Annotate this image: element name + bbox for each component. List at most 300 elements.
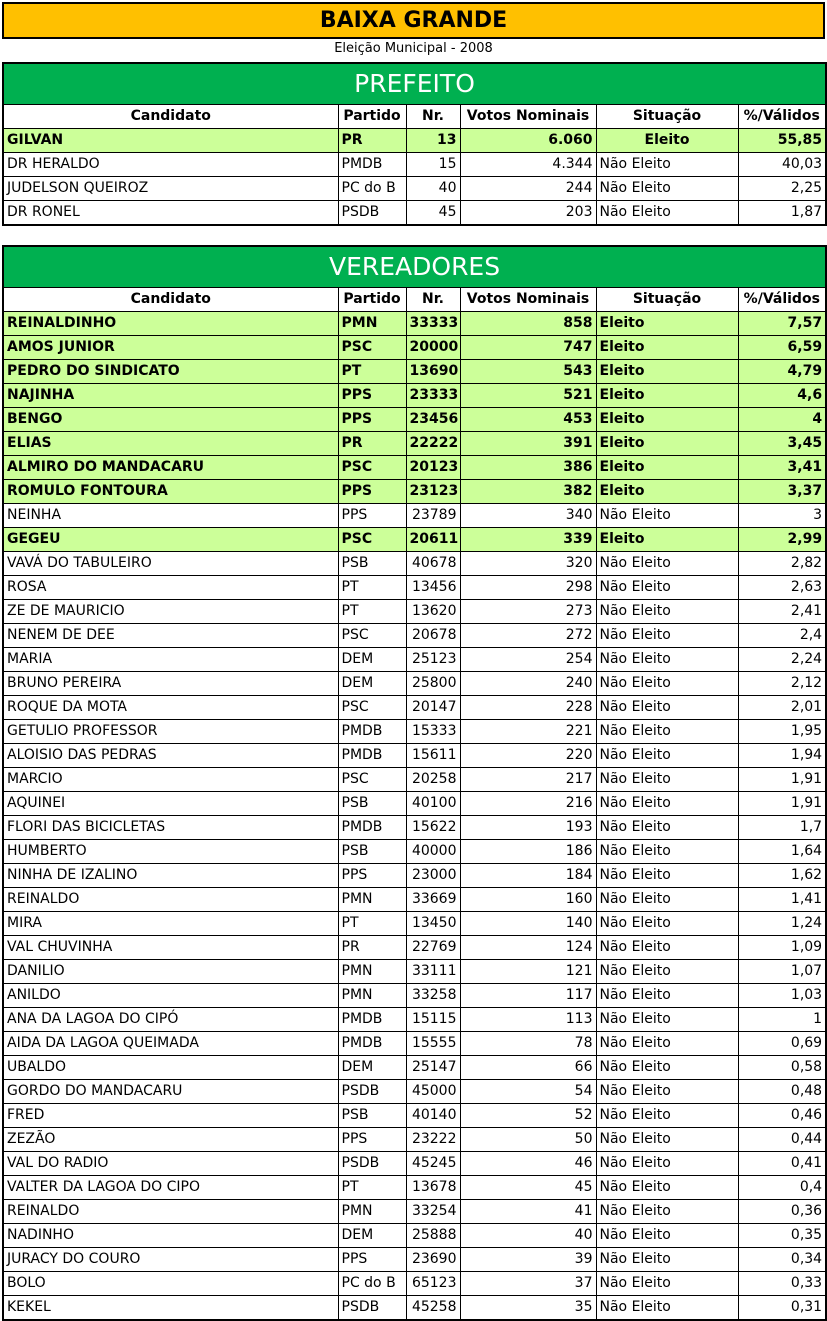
cell-votos: 35 (460, 1296, 596, 1321)
cell-situacao: Não Eleito (596, 201, 738, 226)
cell-pct: 4,79 (738, 360, 826, 384)
table-row (3, 1032, 826, 1056)
cell-candidato: HUMBERTO (3, 840, 338, 864)
cell-candidato: GILVAN (3, 129, 338, 153)
cell-candidato: FRED (3, 1104, 338, 1128)
table-row (3, 576, 826, 600)
cell-nr: 13456 (406, 576, 460, 600)
cell-nr: 33333 (406, 312, 460, 336)
cell-partido: PSB (338, 792, 406, 816)
cell-candidato: AIDA DA LAGOA QUEIMADA (3, 1032, 338, 1056)
cell-situacao: Eleito (596, 360, 738, 384)
column-header-nr: Nr. (406, 105, 460, 129)
table-row (3, 336, 826, 360)
cell-partido: PMN (338, 888, 406, 912)
cell-pct: 1,41 (738, 888, 826, 912)
cell-partido: PSDB (338, 1080, 406, 1104)
cell-nr: 20147 (406, 696, 460, 720)
table-row (3, 888, 826, 912)
cell-situacao: Não Eleito (596, 936, 738, 960)
cell-partido: PSDB (338, 1152, 406, 1176)
cell-nr: 45 (406, 201, 460, 226)
cell-partido: PSC (338, 696, 406, 720)
cell-partido: PR (338, 936, 406, 960)
cell-pct: 1,09 (738, 936, 826, 960)
cell-pct: 3 (738, 504, 826, 528)
cell-votos: 140 (460, 912, 596, 936)
cell-partido: PC do B (338, 177, 406, 201)
cell-partido: PR (338, 129, 406, 153)
cell-situacao: Não Eleito (596, 1008, 738, 1032)
cell-votos: 391 (460, 432, 596, 456)
cell-pct: 0,58 (738, 1056, 826, 1080)
cell-pct: 55,85 (738, 129, 826, 153)
cell-nr: 40100 (406, 792, 460, 816)
cell-pct: 0,41 (738, 1152, 826, 1176)
cell-nr: 15622 (406, 816, 460, 840)
cell-partido: PPS (338, 408, 406, 432)
cell-partido: PSB (338, 840, 406, 864)
cell-situacao: Eleito (596, 312, 738, 336)
cell-situacao: Não Eleito (596, 624, 738, 648)
cell-situacao: Não Eleito (596, 696, 738, 720)
cell-candidato: MARCIO (3, 768, 338, 792)
cell-nr: 20000 (406, 336, 460, 360)
cell-votos: 747 (460, 336, 596, 360)
cell-situacao: Eleito (596, 432, 738, 456)
cell-votos: 217 (460, 768, 596, 792)
cell-nr: 15115 (406, 1008, 460, 1032)
cell-nr: 13678 (406, 1176, 460, 1200)
cell-partido: PSDB (338, 201, 406, 226)
cell-votos: 858 (460, 312, 596, 336)
cell-pct: 2,24 (738, 648, 826, 672)
cell-candidato: JUDELSON QUEIROZ (3, 177, 338, 201)
cell-situacao: Eleito (596, 384, 738, 408)
cell-nr: 33258 (406, 984, 460, 1008)
cell-votos: 521 (460, 384, 596, 408)
cell-pct: 2,4 (738, 624, 826, 648)
cell-situacao: Não Eleito (596, 672, 738, 696)
cell-nr: 23333 (406, 384, 460, 408)
table-row (3, 312, 826, 336)
cell-votos: 4.344 (460, 153, 596, 177)
cell-situacao: Não Eleito (596, 912, 738, 936)
cell-votos: 117 (460, 984, 596, 1008)
table-row (3, 552, 826, 576)
page-title: BAIXA GRANDE (2, 2, 825, 39)
cell-situacao: Não Eleito (596, 792, 738, 816)
cell-candidato: GEGEU (3, 528, 338, 552)
cell-votos: 6.060 (460, 129, 596, 153)
table-row (3, 624, 826, 648)
cell-votos: 254 (460, 648, 596, 672)
table-row (3, 696, 826, 720)
cell-pct: 1,62 (738, 864, 826, 888)
cell-partido: PPS (338, 384, 406, 408)
cell-candidato: VAL CHUVINHA (3, 936, 338, 960)
cell-partido: DEM (338, 1056, 406, 1080)
cell-nr: 23690 (406, 1248, 460, 1272)
cell-pct: 4,6 (738, 384, 826, 408)
cell-nr: 20678 (406, 624, 460, 648)
cell-nr: 33669 (406, 888, 460, 912)
cell-nr: 20258 (406, 768, 460, 792)
cell-votos: 298 (460, 576, 596, 600)
cell-pct: 6,59 (738, 336, 826, 360)
cell-situacao: Não Eleito (596, 1032, 738, 1056)
table-row (3, 177, 826, 201)
prefeito-table (2, 62, 827, 226)
cell-candidato: JURACY DO COURO (3, 1248, 338, 1272)
table-row (3, 1296, 826, 1321)
cell-situacao: Não Eleito (596, 768, 738, 792)
cell-candidato: VAVÁ DO TABULEIRO (3, 552, 338, 576)
cell-nr: 40 (406, 177, 460, 201)
table-row (3, 600, 826, 624)
cell-situacao: Não Eleito (596, 720, 738, 744)
cell-nr: 22222 (406, 432, 460, 456)
cell-votos: 66 (460, 1056, 596, 1080)
prefeito-body (3, 63, 826, 225)
cell-votos: 193 (460, 816, 596, 840)
vereadores-table (2, 245, 827, 1321)
cell-votos: 240 (460, 672, 596, 696)
cell-candidato: NINHA DE IZALINO (3, 864, 338, 888)
cell-votos: 45 (460, 1176, 596, 1200)
cell-pct: 2,63 (738, 576, 826, 600)
cell-nr: 13690 (406, 360, 460, 384)
cell-votos: 113 (460, 1008, 596, 1032)
cell-votos: 37 (460, 1272, 596, 1296)
cell-nr: 23123 (406, 480, 460, 504)
column-header-candidato: Candidato (3, 288, 338, 312)
cell-partido: PT (338, 600, 406, 624)
cell-partido: PMN (338, 1200, 406, 1224)
table-row (3, 408, 826, 432)
cell-candidato: AQUINEI (3, 792, 338, 816)
cell-pct: 40,03 (738, 153, 826, 177)
cell-candidato: REINALDO (3, 888, 338, 912)
cell-votos: 50 (460, 1128, 596, 1152)
prefeito-section-title: PREFEITO (3, 63, 826, 105)
cell-votos: 39 (460, 1248, 596, 1272)
table-row (3, 1056, 826, 1080)
cell-pct: 1,7 (738, 816, 826, 840)
cell-partido: PMDB (338, 720, 406, 744)
cell-situacao: Não Eleito (596, 153, 738, 177)
table-row (3, 456, 826, 480)
cell-pct: 2,99 (738, 528, 826, 552)
cell-candidato: GETULIO PROFESSOR (3, 720, 338, 744)
column-header-partido: Partido (338, 105, 406, 129)
cell-situacao: Eleito (596, 408, 738, 432)
cell-partido: PMDB (338, 153, 406, 177)
cell-votos: 52 (460, 1104, 596, 1128)
cell-candidato: ANILDO (3, 984, 338, 1008)
cell-pct: 0,36 (738, 1200, 826, 1224)
cell-pct: 1,95 (738, 720, 826, 744)
cell-situacao: Não Eleito (596, 1200, 738, 1224)
cell-votos: 124 (460, 936, 596, 960)
table-row (3, 1128, 826, 1152)
column-header-votos: Votos Nominais (460, 288, 596, 312)
cell-nr: 13450 (406, 912, 460, 936)
cell-candidato: BENGO (3, 408, 338, 432)
cell-pct: 0,44 (738, 1128, 826, 1152)
cell-nr: 40678 (406, 552, 460, 576)
cell-candidato: KEKEL (3, 1296, 338, 1321)
cell-nr: 13 (406, 129, 460, 153)
cell-candidato: AMOS JUNIOR (3, 336, 338, 360)
cell-candidato: ALMIRO DO MANDACARU (3, 456, 338, 480)
cell-votos: 339 (460, 528, 596, 552)
table-row (3, 201, 826, 226)
cell-nr: 33111 (406, 960, 460, 984)
cell-candidato: NENEM DE DEE (3, 624, 338, 648)
cell-pct: 1,91 (738, 768, 826, 792)
cell-nr: 13620 (406, 600, 460, 624)
cell-candidato: NADINHO (3, 1224, 338, 1248)
cell-situacao: Não Eleito (596, 1272, 738, 1296)
cell-partido: PSC (338, 336, 406, 360)
cell-partido: PPS (338, 864, 406, 888)
cell-partido: DEM (338, 672, 406, 696)
cell-pct: 1,03 (738, 984, 826, 1008)
cell-candidato: MIRA (3, 912, 338, 936)
cell-nr: 45258 (406, 1296, 460, 1321)
table-row (3, 1248, 826, 1272)
cell-nr: 20123 (406, 456, 460, 480)
column-header-row (3, 105, 826, 129)
cell-votos: 340 (460, 504, 596, 528)
table-row (3, 936, 826, 960)
cell-votos: 41 (460, 1200, 596, 1224)
prefeito-section-header (3, 63, 826, 105)
table-row (3, 1080, 826, 1104)
cell-votos: 203 (460, 201, 596, 226)
cell-nr: 15 (406, 153, 460, 177)
cell-candidato: VALTER DA LAGOA DO CIPO (3, 1176, 338, 1200)
cell-partido: PSC (338, 528, 406, 552)
cell-partido: PSC (338, 768, 406, 792)
table-row (3, 1152, 826, 1176)
cell-pct: 3,37 (738, 480, 826, 504)
cell-candidato: ELIAS (3, 432, 338, 456)
cell-nr: 20611 (406, 528, 460, 552)
cell-candidato: DANILIO (3, 960, 338, 984)
cell-candidato: UBALDO (3, 1056, 338, 1080)
cell-candidato: ZEZÃO (3, 1128, 338, 1152)
cell-pct: 4 (738, 408, 826, 432)
cell-nr: 25123 (406, 648, 460, 672)
cell-situacao: Não Eleito (596, 1248, 738, 1272)
cell-votos: 244 (460, 177, 596, 201)
cell-situacao: Não Eleito (596, 1152, 738, 1176)
cell-partido: PMDB (338, 744, 406, 768)
cell-votos: 40 (460, 1224, 596, 1248)
cell-partido: PPS (338, 1128, 406, 1152)
cell-situacao: Não Eleito (596, 1056, 738, 1080)
table-row (3, 1008, 826, 1032)
cell-nr: 65123 (406, 1272, 460, 1296)
cell-situacao: Eleito (596, 129, 738, 153)
cell-votos: 386 (460, 456, 596, 480)
cell-nr: 15555 (406, 1032, 460, 1056)
table-row (3, 912, 826, 936)
table-row (3, 744, 826, 768)
table-row (3, 1104, 826, 1128)
cell-situacao: Não Eleito (596, 960, 738, 984)
cell-partido: PSB (338, 552, 406, 576)
cell-situacao: Não Eleito (596, 552, 738, 576)
cell-situacao: Não Eleito (596, 1104, 738, 1128)
cell-situacao: Não Eleito (596, 504, 738, 528)
cell-votos: 220 (460, 744, 596, 768)
cell-votos: 186 (460, 840, 596, 864)
cell-partido: PMDB (338, 816, 406, 840)
cell-partido: PMDB (338, 1008, 406, 1032)
cell-situacao: Não Eleito (596, 888, 738, 912)
cell-candidato: PEDRO DO SINDICATO (3, 360, 338, 384)
table-row (3, 816, 826, 840)
cell-situacao: Não Eleito (596, 1224, 738, 1248)
cell-pct: 2,82 (738, 552, 826, 576)
cell-partido: PT (338, 576, 406, 600)
column-header-pct: %/Válidos (738, 288, 826, 312)
cell-pct: 3,45 (738, 432, 826, 456)
table-row (3, 840, 826, 864)
cell-partido: PSB (338, 1104, 406, 1128)
cell-candidato: DR RONEL (3, 201, 338, 226)
cell-candidato: REINALDO (3, 1200, 338, 1224)
cell-votos: 121 (460, 960, 596, 984)
cell-partido: PT (338, 1176, 406, 1200)
table-row (3, 384, 826, 408)
cell-candidato: DR HERALDO (3, 153, 338, 177)
cell-partido: PSC (338, 624, 406, 648)
cell-partido: PC do B (338, 1272, 406, 1296)
cell-pct: 2,41 (738, 600, 826, 624)
table-row (3, 792, 826, 816)
cell-partido: DEM (338, 648, 406, 672)
cell-nr: 45245 (406, 1152, 460, 1176)
column-header-candidato: Candidato (3, 105, 338, 129)
cell-nr: 23456 (406, 408, 460, 432)
cell-nr: 40140 (406, 1104, 460, 1128)
column-header-nr: Nr. (406, 288, 460, 312)
table-row (3, 768, 826, 792)
cell-pct: 1 (738, 1008, 826, 1032)
cell-pct: 2,12 (738, 672, 826, 696)
cell-nr: 25888 (406, 1224, 460, 1248)
cell-candidato: MARIA (3, 648, 338, 672)
cell-pct: 1,24 (738, 912, 826, 936)
cell-pct: 7,57 (738, 312, 826, 336)
table-row (3, 504, 826, 528)
cell-votos: 184 (460, 864, 596, 888)
cell-situacao: Não Eleito (596, 864, 738, 888)
cell-partido: PMN (338, 984, 406, 1008)
cell-candidato: REINALDINHO (3, 312, 338, 336)
cell-pct: 0,33 (738, 1272, 826, 1296)
table-row (3, 720, 826, 744)
cell-situacao: Não Eleito (596, 840, 738, 864)
cell-votos: 320 (460, 552, 596, 576)
page-subtitle: Eleição Municipal - 2008 (334, 41, 493, 56)
table-row (3, 129, 826, 153)
cell-nr: 22769 (406, 936, 460, 960)
cell-nr: 23789 (406, 504, 460, 528)
cell-nr: 25147 (406, 1056, 460, 1080)
cell-situacao: Eleito (596, 480, 738, 504)
column-header-row (3, 288, 826, 312)
cell-votos: 46 (460, 1152, 596, 1176)
vereadores-section-header (3, 246, 826, 288)
cell-candidato: GORDO DO MANDACARU (3, 1080, 338, 1104)
table-row (3, 984, 826, 1008)
cell-nr: 15333 (406, 720, 460, 744)
vereadores-body (3, 246, 826, 1320)
table-row (3, 648, 826, 672)
table-row (3, 1224, 826, 1248)
cell-votos: 453 (460, 408, 596, 432)
cell-candidato: NAJINHA (3, 384, 338, 408)
cell-candidato: BOLO (3, 1272, 338, 1296)
cell-pct: 0,46 (738, 1104, 826, 1128)
table-row (3, 1200, 826, 1224)
cell-situacao: Não Eleito (596, 1296, 738, 1321)
cell-pct: 1,07 (738, 960, 826, 984)
cell-situacao: Não Eleito (596, 816, 738, 840)
cell-situacao: Não Eleito (596, 648, 738, 672)
cell-candidato: ALOISIO DAS PEDRAS (3, 744, 338, 768)
cell-pct: 1,64 (738, 840, 826, 864)
column-header-pct: %/Válidos (738, 105, 826, 129)
cell-pct: 0,35 (738, 1224, 826, 1248)
cell-pct: 0,69 (738, 1032, 826, 1056)
cell-candidato: FLORI DAS BICICLETAS (3, 816, 338, 840)
cell-nr: 25800 (406, 672, 460, 696)
cell-votos: 54 (460, 1080, 596, 1104)
cell-pct: 0,4 (738, 1176, 826, 1200)
table-row (3, 1176, 826, 1200)
table-row (3, 672, 826, 696)
cell-partido: PMN (338, 960, 406, 984)
cell-candidato: ZE DE MAURICIO (3, 600, 338, 624)
column-header-partido: Partido (338, 288, 406, 312)
cell-votos: 228 (460, 696, 596, 720)
cell-votos: 221 (460, 720, 596, 744)
cell-candidato: VAL DO RADIO (3, 1152, 338, 1176)
cell-situacao: Eleito (596, 336, 738, 360)
cell-partido: PMDB (338, 1032, 406, 1056)
cell-situacao: Eleito (596, 456, 738, 480)
cell-votos: 160 (460, 888, 596, 912)
cell-candidato: ROSA (3, 576, 338, 600)
column-header-situacao: Situação (596, 288, 738, 312)
cell-situacao: Não Eleito (596, 177, 738, 201)
table-row (3, 528, 826, 552)
cell-pct: 1,91 (738, 792, 826, 816)
cell-votos: 382 (460, 480, 596, 504)
cell-pct: 0,48 (738, 1080, 826, 1104)
cell-pct: 1,87 (738, 201, 826, 226)
cell-votos: 78 (460, 1032, 596, 1056)
column-header-situacao: Situação (596, 105, 738, 129)
table-row (3, 432, 826, 456)
cell-partido: PT (338, 912, 406, 936)
